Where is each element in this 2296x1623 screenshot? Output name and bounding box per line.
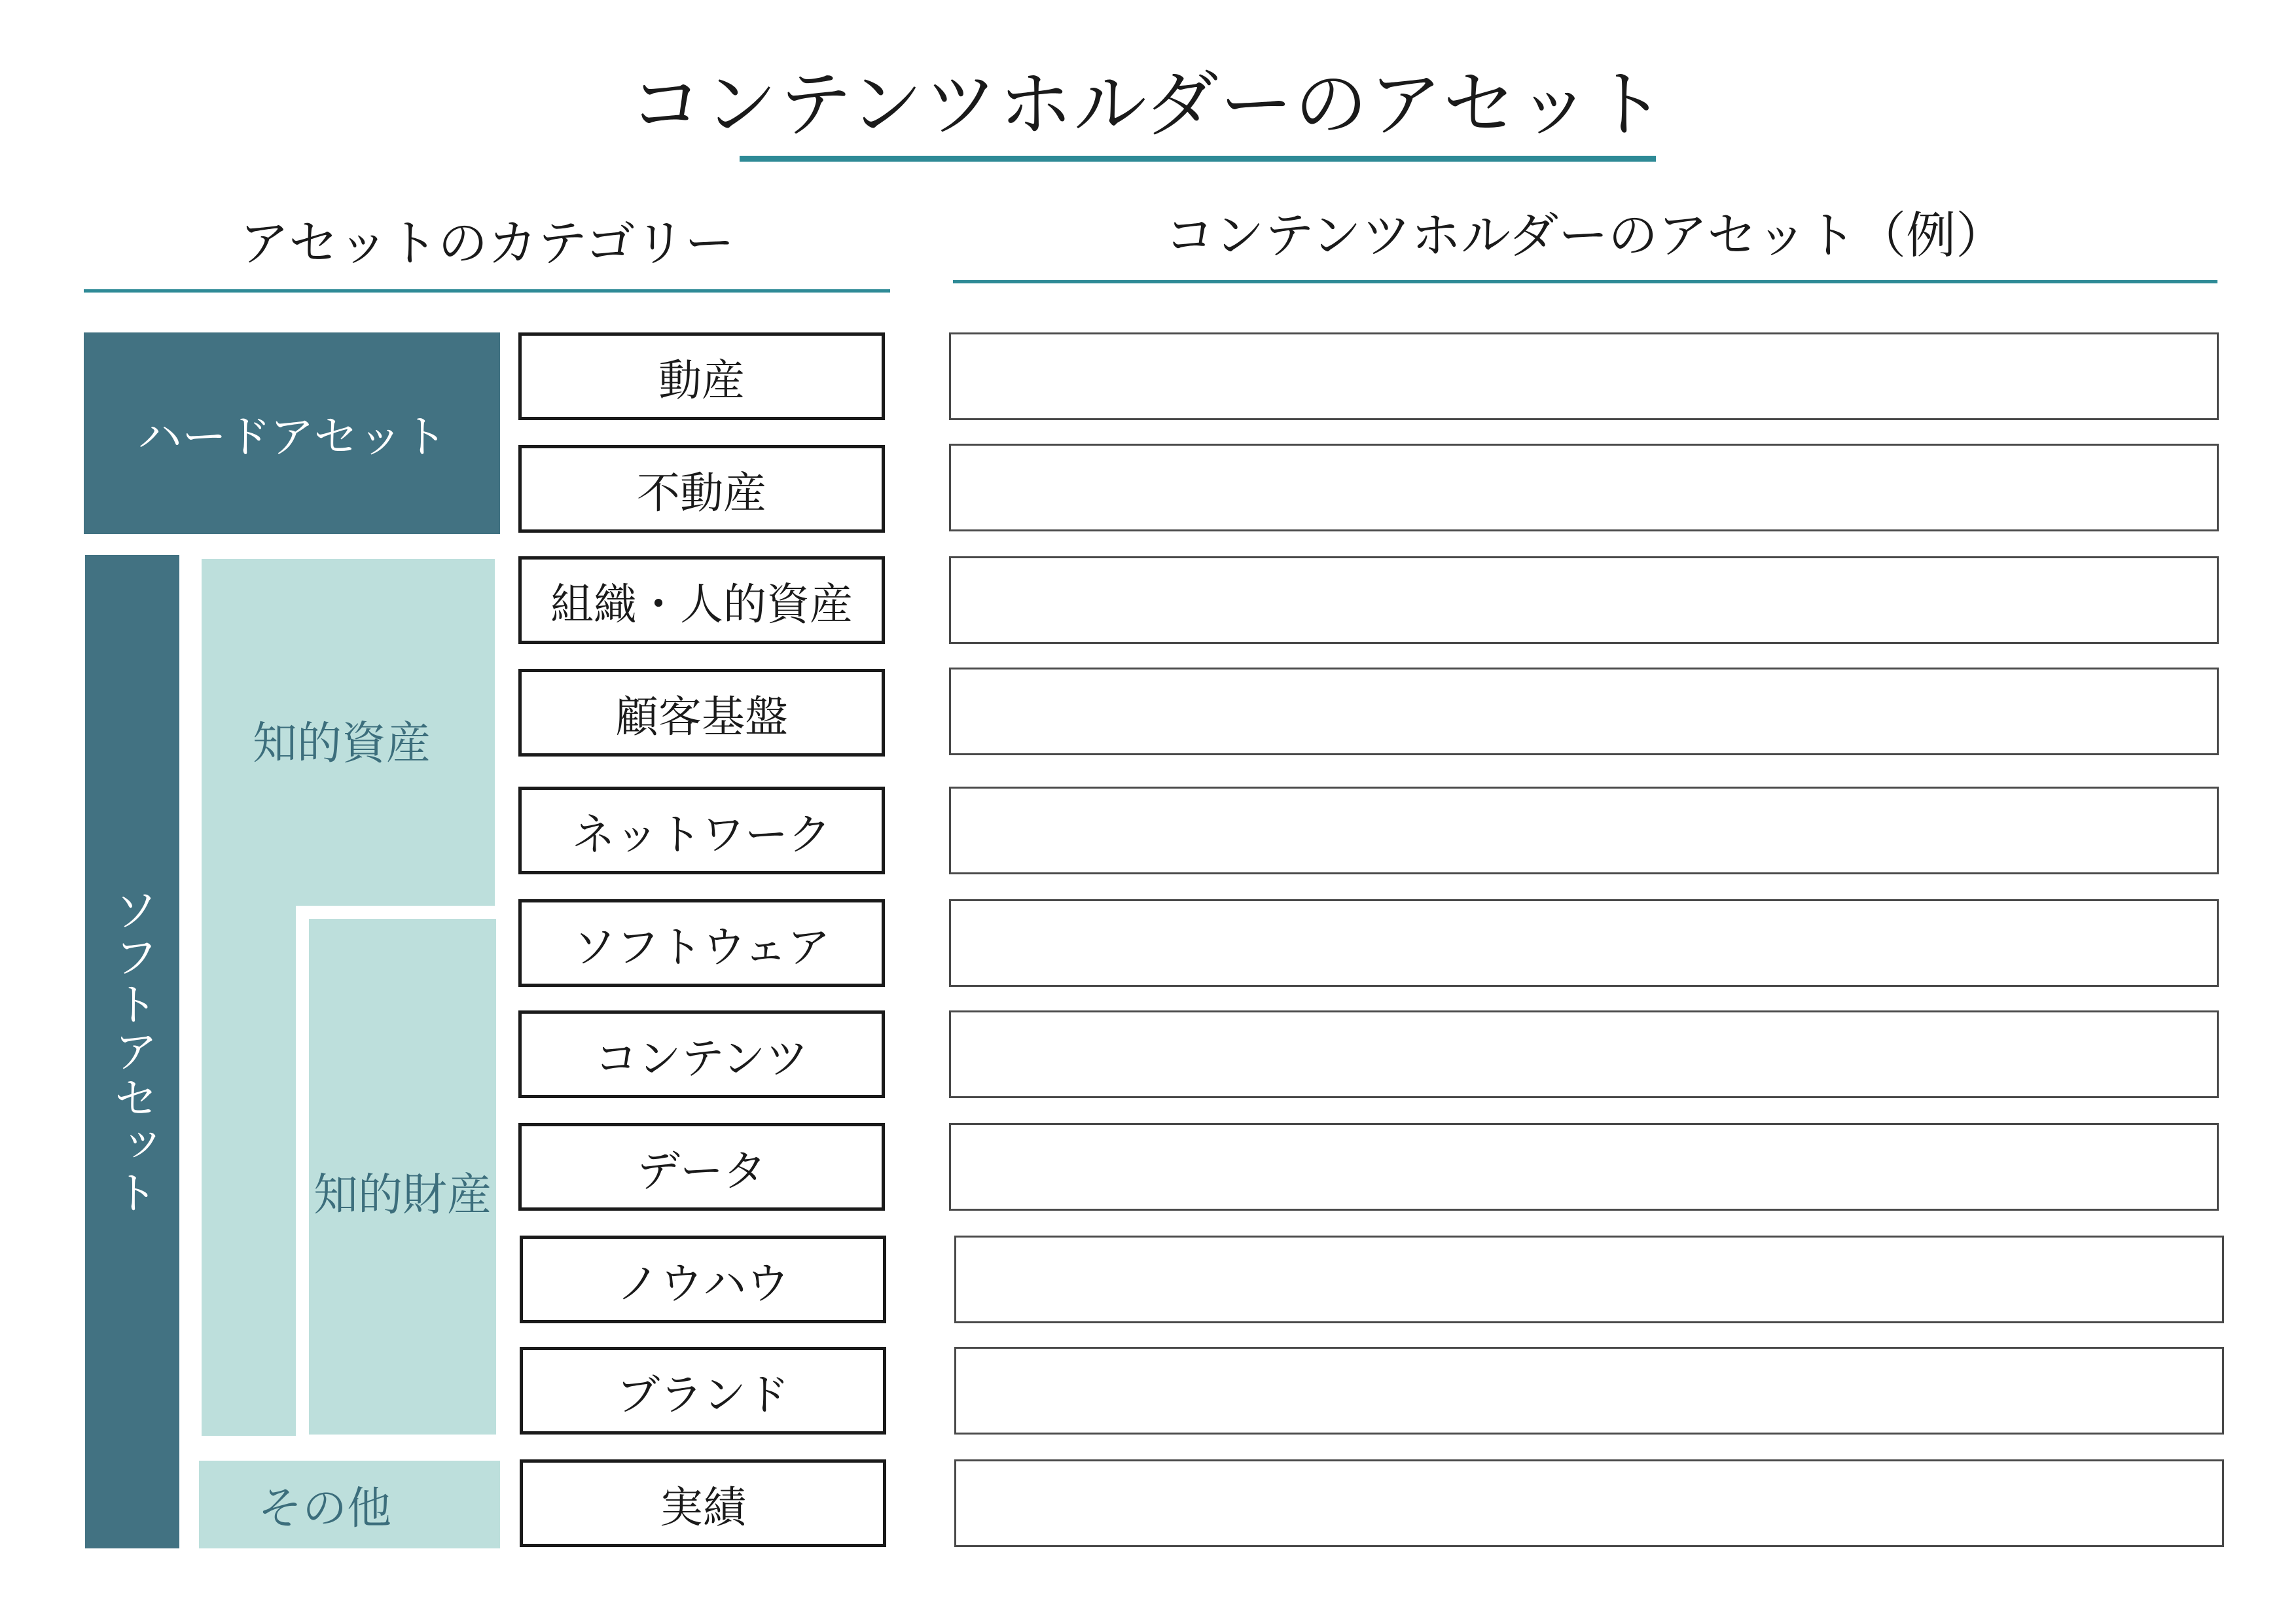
intellectual-assets-label: 知的資産 xyxy=(252,717,431,770)
examples-header-underline xyxy=(953,280,2217,283)
intellectual-property-label: 知的財産 xyxy=(313,1169,492,1221)
item-movable-property: 動産 xyxy=(518,332,885,420)
title-underline xyxy=(740,156,1656,162)
example-field-network[interactable] xyxy=(949,787,2219,874)
example-field-movable-property[interactable] xyxy=(949,332,2219,420)
example-field-data[interactable] xyxy=(949,1123,2219,1211)
example-field-content[interactable] xyxy=(949,1010,2219,1098)
category-column-header: アセットのカテゴリー xyxy=(239,214,735,272)
item-network: ネットワーク xyxy=(518,787,885,874)
item-customer-base: 顧客基盤 xyxy=(518,669,885,757)
example-field-software[interactable] xyxy=(949,899,2219,987)
example-field-customer-base[interactable] xyxy=(949,668,2219,755)
intellectual-assets-block-extension xyxy=(202,906,296,1436)
item-organizational-human-assets: 組織・人的資産 xyxy=(518,556,885,644)
example-field-track-record[interactable] xyxy=(954,1459,2224,1547)
example-field-real-estate[interactable] xyxy=(949,444,2219,531)
category-header-underline xyxy=(84,289,890,293)
item-data: データ xyxy=(518,1123,885,1211)
example-field-organizational-human-assets[interactable] xyxy=(949,556,2219,644)
item-software: ソフトウェア xyxy=(518,899,885,987)
other-category: その他 xyxy=(199,1461,500,1548)
item-real-estate: 不動産 xyxy=(518,445,885,533)
item-know-how: ノウハウ xyxy=(520,1236,886,1323)
example-field-brand[interactable] xyxy=(954,1347,2224,1435)
soft-asset-category: ソフトアセット xyxy=(85,555,179,1548)
examples-column-header: コンテンツホルダーのアセット（例） xyxy=(1164,206,2006,264)
example-field-know-how[interactable] xyxy=(954,1236,2224,1323)
page-title: コンテンツホルダーのアセット xyxy=(629,62,1667,147)
item-brand: ブランド xyxy=(520,1347,886,1435)
hard-asset-category: ハードアセット xyxy=(84,332,500,534)
item-track-record: 実績 xyxy=(520,1459,886,1547)
item-content: コンテンツ xyxy=(518,1010,885,1098)
